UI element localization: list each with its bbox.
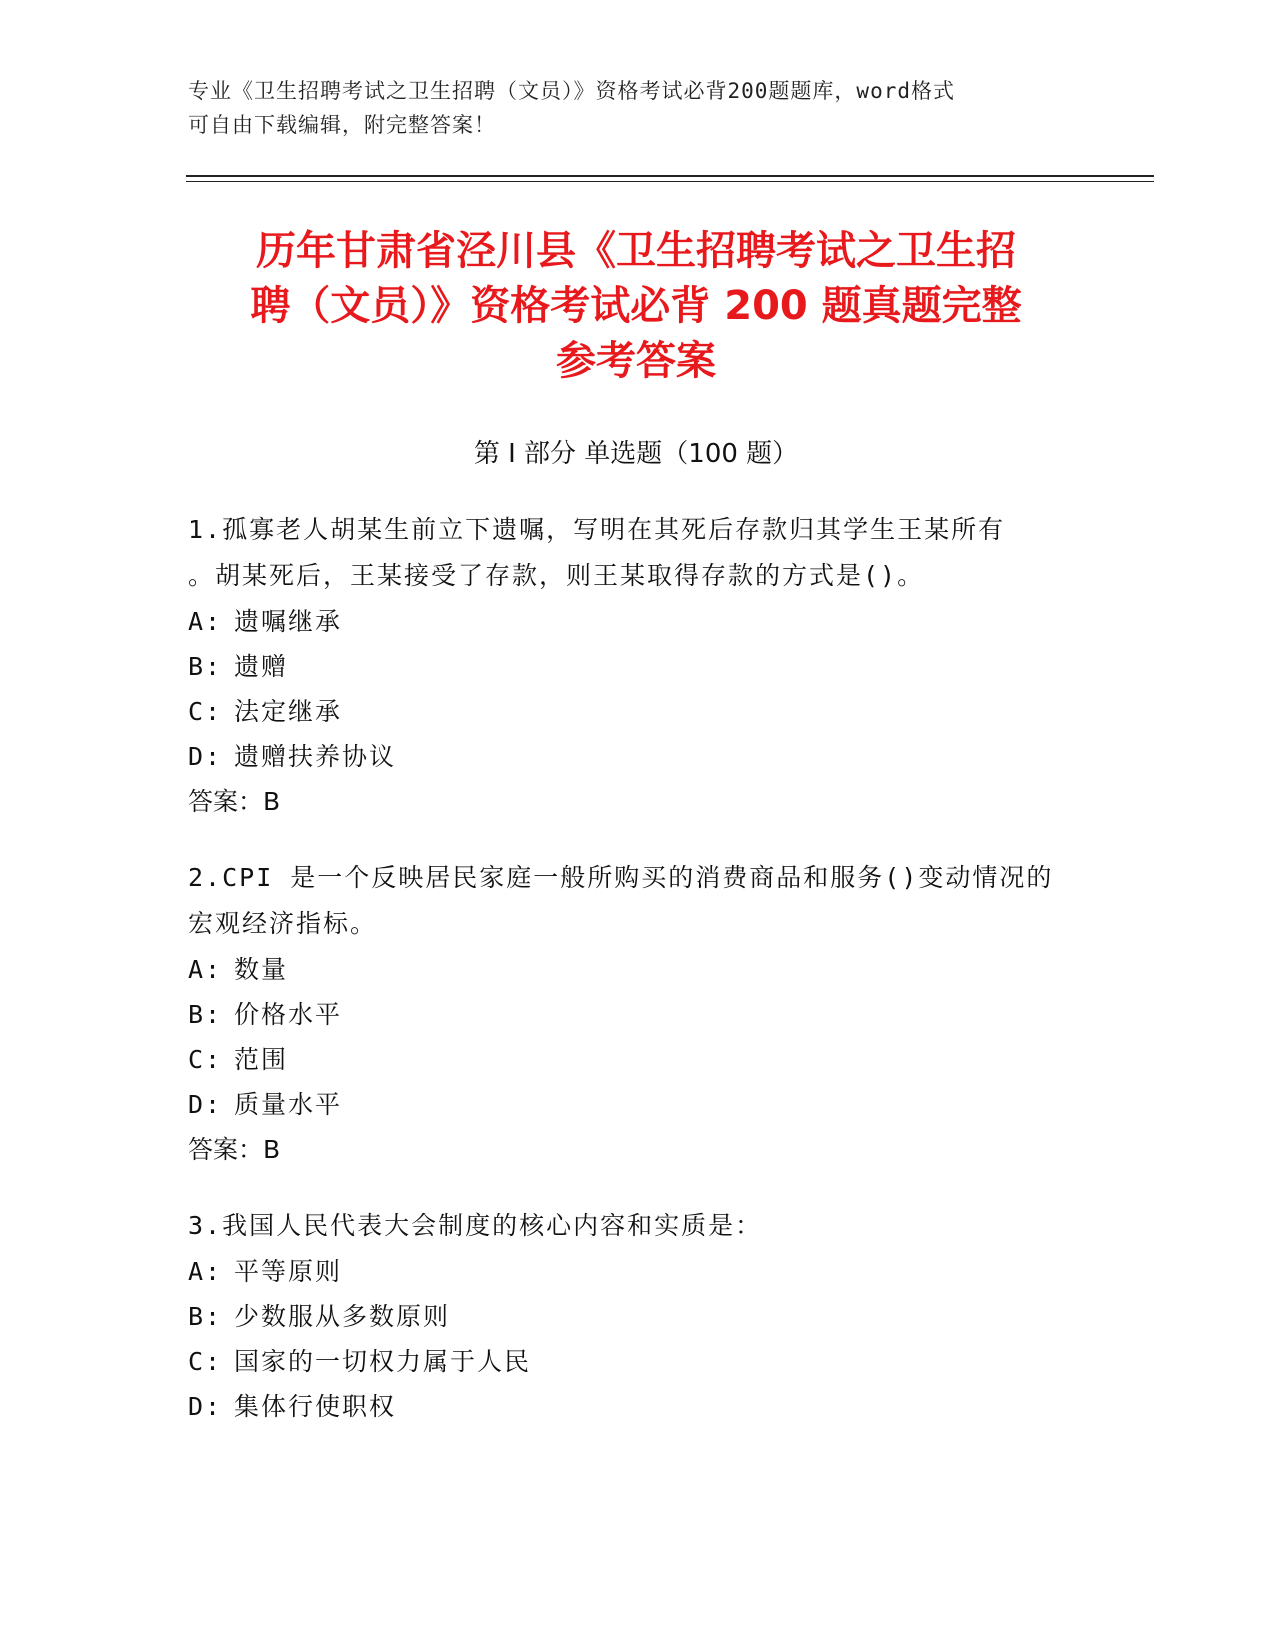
- option-b: [188, 1294, 1108, 1339]
- option-letter: B:: [188, 1000, 223, 1029]
- header-divider-thin: [186, 181, 1154, 182]
- answer: 答案：B: [188, 1135, 281, 1164]
- option-letter: A:: [188, 607, 223, 636]
- header-divider-thick: [186, 175, 1154, 177]
- option-c: [188, 689, 1108, 734]
- option-text: 集体行使职权: [234, 1392, 397, 1421]
- option-text: 价格水平: [234, 1000, 343, 1029]
- option-b: [188, 644, 1108, 689]
- option-a: [188, 599, 1108, 644]
- option-letter: B:: [188, 652, 223, 681]
- header-note-line: 专业《卫生招聘考试之卫生招聘（文员）》资格考试必背200题题库，word格式: [188, 79, 955, 103]
- option-text: 遗嘱继承: [234, 607, 343, 636]
- option-d: [188, 1082, 1108, 1127]
- option-letter: C:: [188, 1045, 223, 1074]
- option-a: [188, 1249, 1108, 1294]
- section-heading: 第 I 部分 单选题（100 题）: [473, 439, 799, 469]
- option-c: [188, 1037, 1108, 1082]
- option-letter: D:: [188, 1090, 223, 1119]
- question-stem-line: 。胡某死后，王某接受了存款，则王某取得存款的方式是()。: [188, 561, 925, 590]
- header-note-line: 可自由下载编辑，附完整答案！: [188, 113, 496, 137]
- question-stem: [188, 855, 1108, 947]
- option-text: 范围: [234, 1045, 289, 1074]
- header-note: [188, 74, 1088, 142]
- option-a: [188, 947, 1108, 992]
- question-stem-line: 2.CPI 是一个反映居民家庭一般所购买的消费商品和服务()变动情况的: [188, 863, 1054, 892]
- question-stem: [188, 1203, 1108, 1249]
- question-2: [188, 855, 1108, 1173]
- option-letter: D:: [188, 1392, 223, 1421]
- question-3: [188, 1203, 1108, 1429]
- document-title: [186, 224, 1086, 389]
- option-c: [188, 1339, 1108, 1384]
- option-letter: C:: [188, 1347, 223, 1376]
- question-stem-line: 宏观经济指标。: [188, 909, 378, 938]
- title-line: 聘（文员）》资格考试必背 200 题真题完整: [250, 283, 1022, 329]
- question-1: [188, 507, 1108, 825]
- option-text: 质量水平: [234, 1090, 343, 1119]
- question-stem-line: 3.我国人民代表大会制度的核心内容和实质是：: [188, 1211, 763, 1240]
- option-letter: C:: [188, 697, 223, 726]
- option-text: 少数服从多数原则: [234, 1302, 451, 1331]
- option-letter: B:: [188, 1302, 223, 1331]
- title-line: 参考答案: [556, 338, 716, 384]
- question-stem-line: 1.孤寡老人胡某生前立下遗嘱，写明在其死后存款归其学生王某所有: [188, 515, 1006, 544]
- option-text: 国家的一切权力属于人民: [234, 1347, 532, 1376]
- option-d: [188, 1384, 1108, 1429]
- option-text: 遗赠: [234, 652, 289, 681]
- title-line: 历年甘肃省泾川县《卫生招聘考试之卫生招: [256, 228, 1016, 274]
- option-letter: A:: [188, 955, 223, 984]
- question-stem: [188, 507, 1108, 599]
- answer: 答案：B: [188, 787, 281, 816]
- option-text: 平等原则: [234, 1257, 343, 1286]
- option-text: 数量: [234, 955, 289, 984]
- option-b: [188, 992, 1108, 1037]
- option-text: 法定继承: [234, 697, 343, 726]
- option-letter: D:: [188, 742, 223, 771]
- option-d: [188, 734, 1108, 779]
- option-text: 遗赠扶养协议: [234, 742, 397, 771]
- option-letter: A:: [188, 1257, 223, 1286]
